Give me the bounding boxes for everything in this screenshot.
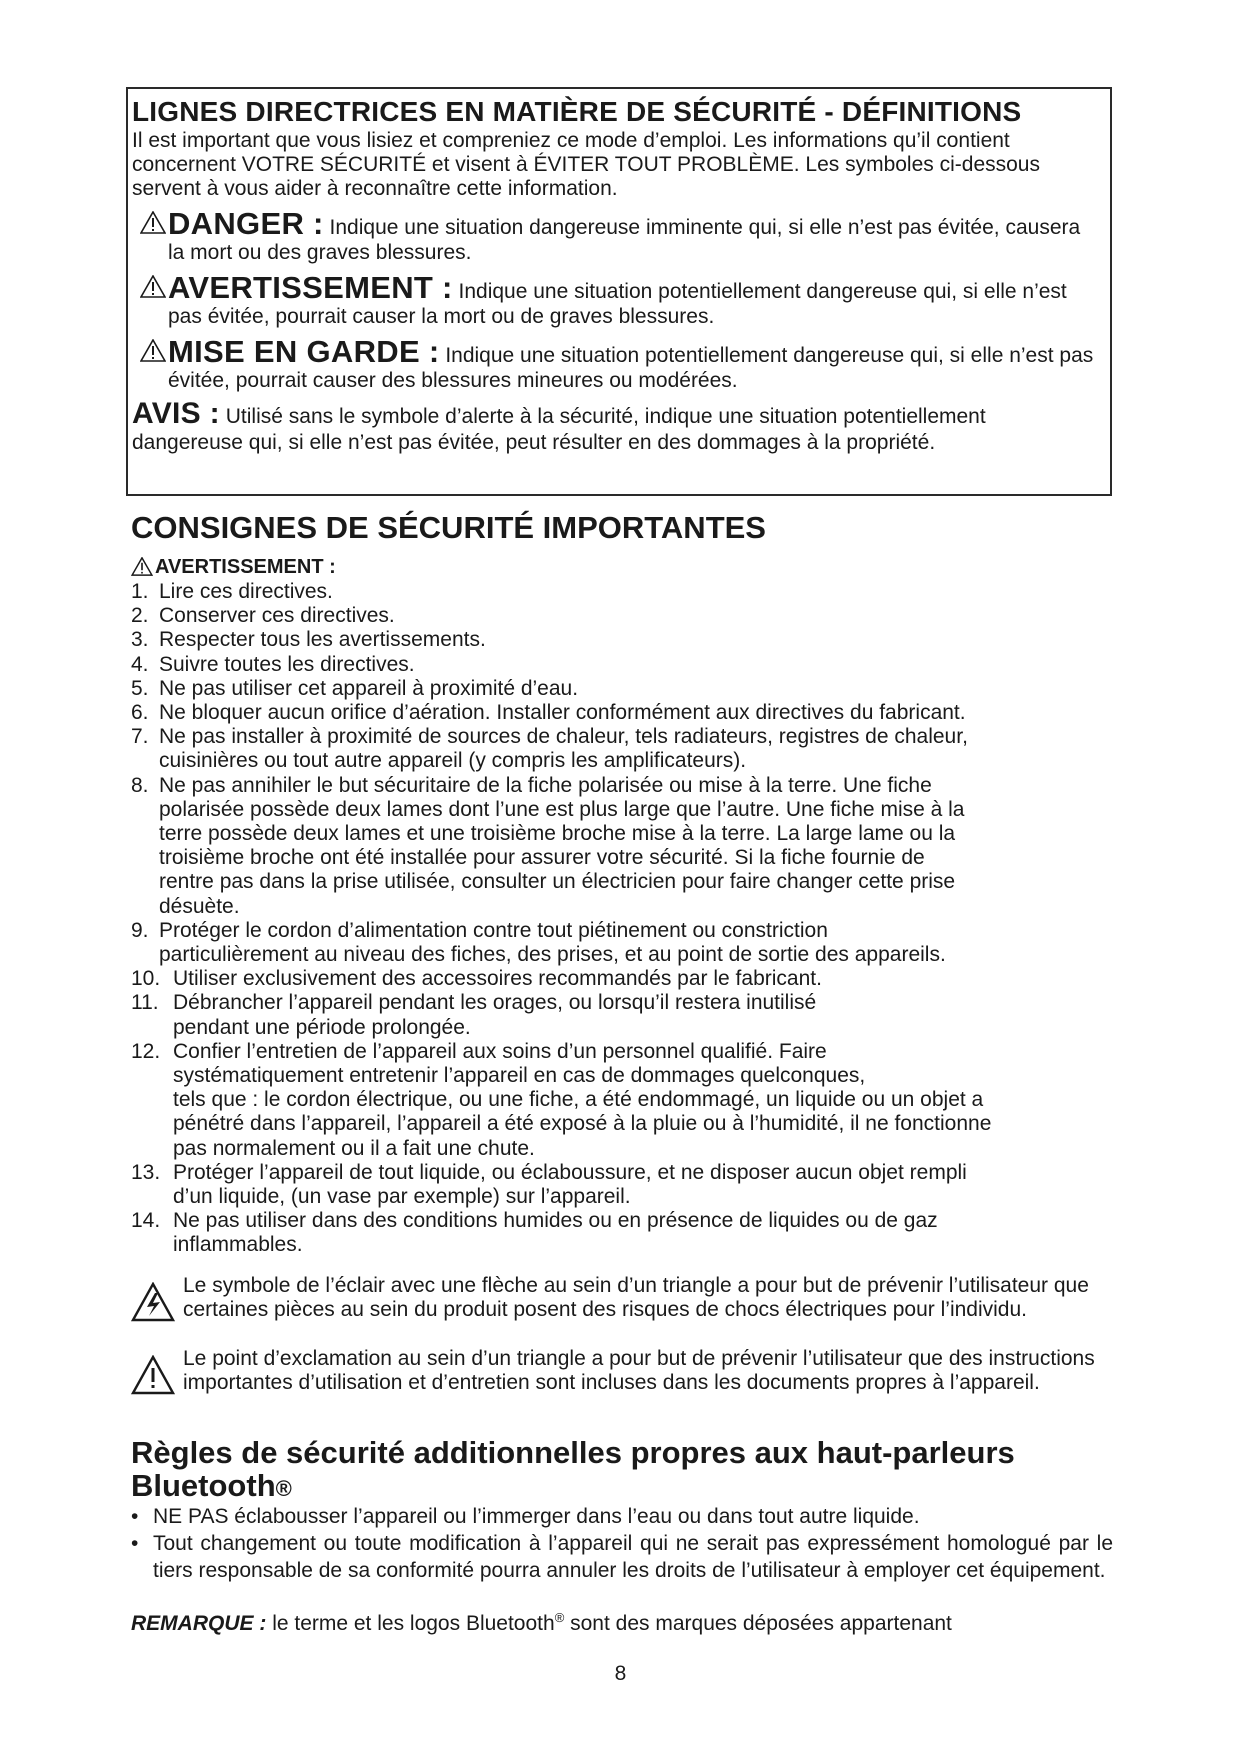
bullet-mark: •	[131, 1505, 139, 1528]
safety-definitions-box	[126, 87, 1112, 496]
consigne-line: Protéger le cordon d’alimentation contre tout piétinement ou constriction	[159, 918, 828, 942]
consigne-item	[131, 967, 1121, 991]
consigne-number: 13.	[131, 1160, 161, 1184]
consigne-text	[173, 967, 1121, 991]
consigne-text	[159, 677, 1121, 701]
consigne-item	[131, 991, 1121, 1039]
consigne-text	[173, 1161, 1121, 1209]
consigne-number: 4.	[131, 652, 149, 676]
consignes-title: CONSIGNES DE SÉCURITÉ IMPORTANTES	[131, 510, 766, 545]
avertissement-definition	[132, 271, 1100, 329]
consigne-number: 14.	[131, 1209, 161, 1233]
consigne-number: 11.	[131, 991, 159, 1015]
consigne-item	[131, 919, 1121, 967]
consigne-line: Ne pas annihiler le but sécuritaire de la fiche polarisée ou mise à la terre. Une fiche	[159, 773, 932, 797]
consignes-list	[131, 580, 1121, 1258]
consigne-item	[131, 1209, 1121, 1257]
consigne-text	[173, 1209, 1121, 1257]
warning-triangle-icon	[131, 557, 153, 582]
bluetooth-rules-title	[131, 1436, 1015, 1505]
consigne-item	[131, 725, 1121, 773]
consigne-line: Conserver ces directives.	[159, 604, 395, 628]
lightning-triangle-icon	[131, 1282, 175, 1328]
registered-mark: ®	[275, 1476, 292, 1501]
consigne-number: 8.	[131, 773, 149, 797]
consigne-number: 2.	[131, 604, 149, 628]
consigne-line: pas normalement ou il a fait une chute.	[173, 1136, 535, 1160]
avis-term: AVIS :	[132, 397, 220, 430]
consigne-item	[131, 1161, 1121, 1209]
danger-description: Indique une situation dangereuse imminente qui, si elle n’est pas évitée, causera la mort ou des graves blessures.	[168, 216, 1081, 264]
consigne-line: Respecter tous les avertissements.	[159, 628, 486, 652]
bluetooth-rule-item	[131, 1503, 1113, 1530]
consigne-number: 9.	[131, 918, 149, 942]
consigne-item	[131, 774, 1121, 919]
exclamation-triangle-icon	[131, 1355, 175, 1401]
lightning-symbol-text: Le symbole de l’éclair avec une flèche au sein d’un triangle a pour but de prévenir l’utilisateur que certaines pièces au sein du produit posent des risques de chocs électriques pour l’individu.	[183, 1274, 1089, 1322]
consigne-line: troisième broche ont été installée pour assurer votre sécurité. Si la fiche fournie de	[159, 846, 925, 870]
consigne-text	[159, 604, 1121, 628]
consigne-line: pénétré dans l’appareil, l’appareil a été exposé à la pluie ou à l’humidité, il ne fonctionne	[173, 1112, 992, 1136]
consigne-line: systématiquement entretenir l’appareil en cas de dommages quelconques,	[173, 1064, 866, 1088]
consigne-number: 12.	[131, 1039, 161, 1063]
consigne-text	[159, 580, 1121, 604]
consigne-line: terre possède deux lames et une troisième broche mise à la terre. La large lame ou la	[159, 822, 956, 846]
consigne-text	[159, 701, 1121, 725]
consigne-line: rentre pas dans la prise utilisée, consulter un électricien pour faire changer cette prise	[159, 870, 956, 894]
consigne-item	[131, 653, 1121, 677]
consigne-number: 10.	[131, 967, 161, 991]
consigne-line: Ne pas utiliser dans des conditions humides ou en présence de liquides ou de gaz	[173, 1209, 938, 1233]
consigne-number: 1.	[131, 580, 149, 603]
avis-definition	[132, 397, 1100, 455]
consigne-item	[131, 580, 1121, 604]
bluetooth-rules-title-line1: Règles de sécurité additionnelles propres aux haut-parleurs	[131, 1435, 1015, 1470]
consigne-item	[131, 604, 1121, 628]
consigne-number: 5.	[131, 676, 149, 700]
consigne-item	[131, 628, 1121, 652]
remarque-text-2: sont des marques déposées appartenant	[570, 1612, 952, 1635]
danger-term: DANGER :	[168, 206, 324, 241]
definitions-title: LIGNES DIRECTRICES EN MATIÈRE DE SÉCURITÉ - DÉFINITIONS	[132, 96, 1022, 127]
bullet-mark: •	[131, 1532, 139, 1555]
page-number: 8	[614, 1662, 627, 1685]
warning-triangle-icon	[140, 275, 166, 304]
bluetooth-rule-text: NE PAS éclabousser l’appareil ou l’immerger dans l’eau ou dans tout autre liquide.	[153, 1505, 920, 1528]
consigne-text	[173, 1040, 1121, 1161]
consigne-number: 6.	[131, 701, 149, 725]
remarque-note	[131, 1610, 1113, 1637]
consigne-line: désuète.	[159, 894, 240, 918]
consigne-text	[159, 628, 1121, 652]
bluetooth-rule-item	[131, 1530, 1113, 1584]
consigne-text	[159, 725, 1121, 773]
consigne-line: pendant une période prolongée.	[173, 1015, 471, 1039]
avertissement-description: Indique une situation potentiellement dangereuse qui, si elle n’est pas évitée, pourrait causer la mort ou de graves blessures.	[168, 280, 1067, 328]
exclamation-symbol-text: Le point d’exclamation au sein d’un triangle a pour but de prévenir l’utilisateur que des instructions importantes d’utilisation et d’entretien sont incluses dans les documents propres à l’appareil.	[183, 1347, 1095, 1395]
consigne-line: Confier l’entretien de l’appareil aux soins d’un personnel qualifié. Faire	[173, 1039, 827, 1063]
consigne-text	[159, 919, 1121, 967]
registered-mark: ®	[554, 1610, 565, 1625]
consigne-item	[131, 1040, 1121, 1161]
consigne-line: d’un liquide, (un vase par exemple) sur l’appareil.	[173, 1185, 631, 1209]
lightning-symbol-note	[131, 1274, 1121, 1322]
consigne-text	[159, 774, 1121, 919]
consigne-item	[131, 677, 1121, 701]
consigne-line: polarisée possède deux lames dont l’une est plus large que l’autre. Une fiche mise à la	[159, 797, 965, 821]
mise-en-garde-term: MISE EN GARDE :	[168, 334, 440, 369]
consigne-line: particulièrement au niveau des fiches, des prises, et au point de sortie des appareils.	[159, 943, 946, 967]
mise-en-garde-definition	[132, 335, 1100, 393]
warning-triangle-icon	[140, 339, 166, 368]
bluetooth-rules-list	[131, 1503, 1113, 1584]
consigne-line: cuisinières ou tout autre appareil (y compris les amplificateurs).	[159, 749, 747, 773]
danger-definition	[132, 207, 1100, 265]
avis-description: Utilisé sans le symbole d’alerte à la sécurité, indique une situation potentiellement dangereuse qui, si elle n’est pas évitée, peut résulter en des dommages à la propriété.	[132, 405, 986, 454]
consigne-line: Utiliser exclusivement des accessoires recommandés par le fabricant.	[173, 967, 822, 991]
mise-en-garde-description: Indique une situation potentiellement dangereuse qui, si elle n’est pas évitée, pourrait causer des blessures mineures ou modérées.	[168, 344, 1094, 392]
consigne-line: tels que : le cordon électrique, ou une fiche, a été endommagé, un liquide ou un objet a	[173, 1088, 984, 1112]
consigne-line: Protéger l’appareil de tout liquide, ou éclaboussure, et ne disposer aucun objet rempli	[173, 1160, 967, 1184]
warning-label-text: AVERTISSEMENT :	[155, 556, 336, 578]
bluetooth-rule-text: Tout changement ou toute modification à l’appareil qui ne serait pas expressément homologué par le tiers responsable de sa conformité pourra annuler les droits de l’utilisateur à employer cet équipement.	[153, 1532, 1113, 1582]
consignes-warning-label	[131, 555, 336, 582]
exclamation-symbol-note	[131, 1347, 1121, 1395]
consigne-line: Débrancher l’appareil pendant les orages, ou lorsqu’il restera inutilisé	[173, 991, 817, 1015]
definitions-intro: Il est important que vous lisiez et compreniez ce mode d’emploi. Les informations qu’il contient concernent VOTRE SÉCURITÉ et visent à ÉVITER TOUT PROBLÈME. Les symboles ci-dessous servent à vous aider à reconnaître cette information.	[132, 129, 1040, 200]
consigne-line: inflammables.	[173, 1233, 303, 1257]
bluetooth-rules-title-line2: Bluetooth	[131, 1468, 276, 1503]
consigne-line: Ne pas utiliser cet appareil à proximité d’eau.	[159, 676, 579, 700]
consigne-number: 3.	[131, 628, 149, 652]
remarque-label: REMARQUE :	[131, 1612, 267, 1635]
consigne-line: Ne pas installer à proximité de sources de chaleur, tels radiateurs, registres de chaleur,	[159, 725, 968, 749]
warning-triangle-icon	[140, 211, 166, 240]
consigne-text	[173, 991, 1121, 1039]
remarque-text-1: le terme et les logos Bluetooth	[272, 1612, 555, 1635]
consigne-text	[159, 653, 1121, 677]
consigne-item	[131, 701, 1121, 725]
avertissement-term: AVERTISSEMENT :	[168, 270, 453, 305]
consigne-line: Ne bloquer aucun orifice d’aération. Installer conformément aux directives du fabricant.	[159, 701, 966, 725]
consigne-line: Lire ces directives.	[159, 580, 333, 603]
consigne-number: 7.	[131, 725, 149, 749]
consigne-line: Suivre toutes les directives.	[159, 652, 415, 676]
